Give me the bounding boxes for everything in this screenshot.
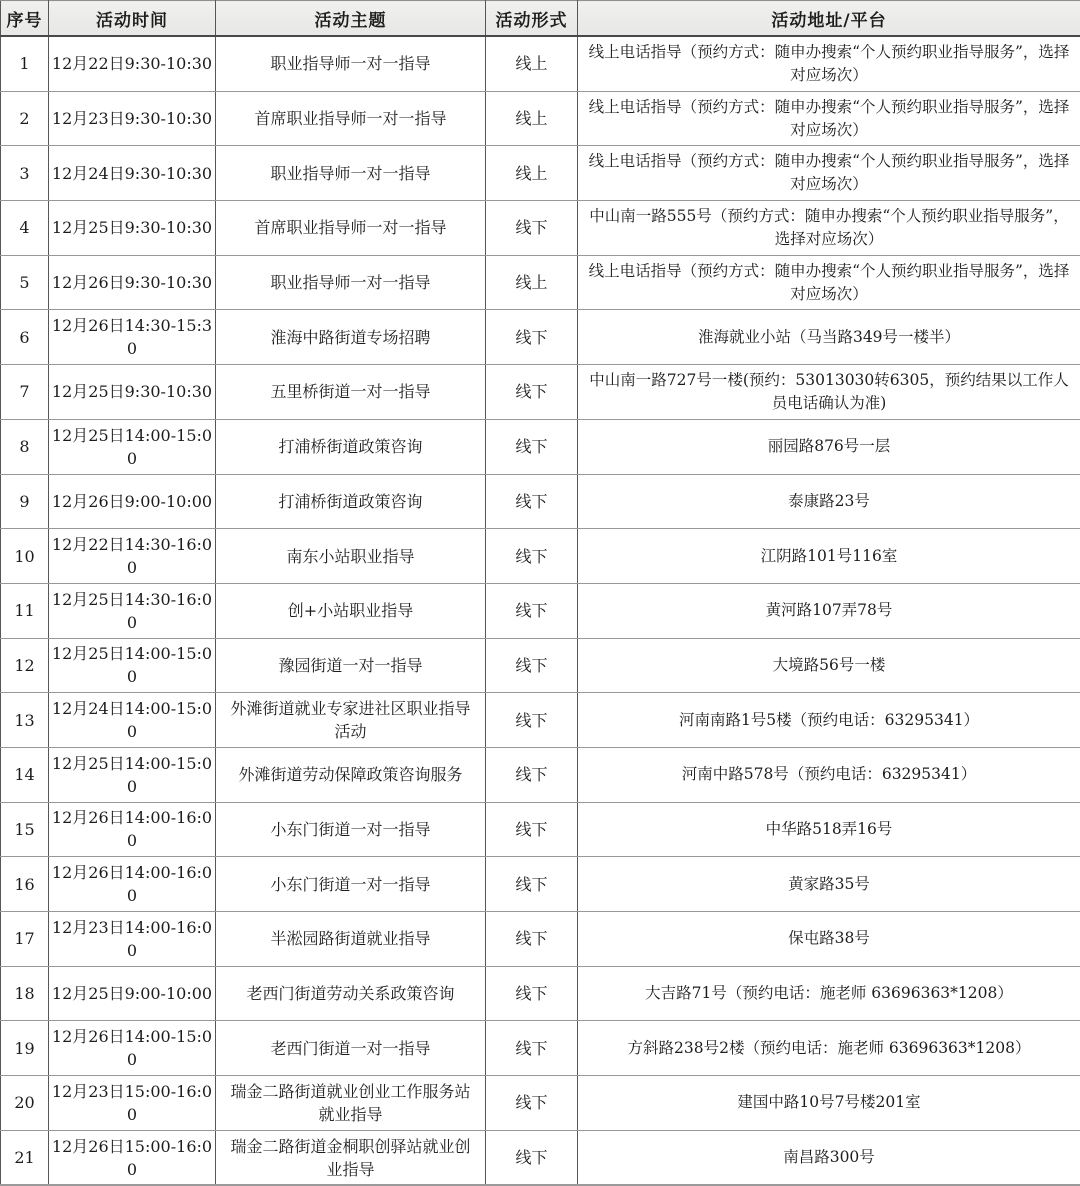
cell-form: 线上: [486, 255, 578, 310]
cell-topic: 瑞金二路街道金桐职创驿站就业创业指导: [216, 1130, 486, 1185]
cell-no: 16: [1, 857, 49, 912]
cell-time: 12月23日9:30-10:30: [49, 91, 216, 146]
cell-address: 中山南一路727号一楼(预约：53013030转6305，预约结果以工作人员电话确认为准): [578, 365, 1080, 420]
cell-no: 21: [1, 1130, 49, 1185]
cell-no: 12: [1, 638, 49, 693]
column-header-no: 序号: [1, 1, 49, 37]
table-row: [1, 419, 1080, 474]
cell-time: 12月23日14:00-16:00: [49, 912, 216, 967]
table-row: [1, 583, 1080, 638]
cell-time: 12月25日14:00-15:00: [49, 419, 216, 474]
cell-time: 12月26日9:00-10:00: [49, 474, 216, 529]
cell-topic: 五里桥街道一对一指导: [216, 365, 486, 420]
cell-time: 12月26日9:30-10:30: [49, 255, 216, 310]
cell-time: 12月24日9:30-10:30: [49, 146, 216, 201]
cell-time: 12月26日14:00-15:00: [49, 1021, 216, 1076]
cell-no: 14: [1, 747, 49, 802]
table-row: [1, 747, 1080, 802]
cell-no: 10: [1, 529, 49, 584]
cell-no: 8: [1, 419, 49, 474]
cell-no: 3: [1, 146, 49, 201]
cell-address: 河南南路1号5楼（预约电话：63295341）: [578, 693, 1080, 748]
cell-topic: 职业指导师一对一指导: [216, 255, 486, 310]
cell-form: 线下: [486, 365, 578, 420]
cell-address: 淮海就业小站（马当路349号一楼半）: [578, 310, 1080, 365]
table-row: [1, 201, 1080, 256]
table-header: [1, 1, 1080, 37]
cell-no: 19: [1, 1021, 49, 1076]
table-row: [1, 802, 1080, 857]
cell-no: 18: [1, 966, 49, 1021]
cell-form: 线下: [486, 857, 578, 912]
cell-time: 12月26日14:00-16:00: [49, 857, 216, 912]
cell-form: 线上: [486, 146, 578, 201]
cell-time: 12月25日9:00-10:00: [49, 966, 216, 1021]
cell-address: 线上电话指导（预约方式：随申办搜索“个人预约职业指导服务”，选择对应场次）: [578, 36, 1080, 91]
cell-no: 15: [1, 802, 49, 857]
table-row: [1, 529, 1080, 584]
cell-topic: 首席职业指导师一对一指导: [216, 201, 486, 256]
cell-topic: 瑞金二路街道就业创业工作服务站就业指导: [216, 1076, 486, 1131]
cell-form: 线下: [486, 912, 578, 967]
cell-form: 线下: [486, 529, 578, 584]
table-row: [1, 255, 1080, 310]
cell-form: 线下: [486, 583, 578, 638]
cell-time: 12月24日14:00-15:00: [49, 693, 216, 748]
column-header-address: 活动地址/平台: [578, 1, 1080, 37]
cell-time: 12月25日9:30-10:30: [49, 201, 216, 256]
table-row: [1, 966, 1080, 1021]
cell-address: 中山南一路555号（预约方式：随申办搜索“个人预约职业指导服务”，选择对应场次）: [578, 201, 1080, 256]
cell-address: 江阴路101号116室: [578, 529, 1080, 584]
cell-form: 线下: [486, 310, 578, 365]
table-row: [1, 36, 1080, 91]
cell-topic: 职业指导师一对一指导: [216, 146, 486, 201]
cell-address: 丽园路876号一层: [578, 419, 1080, 474]
table-row: [1, 1076, 1080, 1131]
cell-topic: 外滩街道劳动保障政策咨询服务: [216, 747, 486, 802]
cell-address: 黄家路35号: [578, 857, 1080, 912]
cell-form: 线下: [486, 1076, 578, 1131]
table-row: [1, 146, 1080, 201]
cell-address: 黄河路107弄78号: [578, 583, 1080, 638]
cell-topic: 首席职业指导师一对一指导: [216, 91, 486, 146]
header-row: [1, 1, 1080, 37]
cell-topic: 创+小站职业指导: [216, 583, 486, 638]
cell-time: 12月22日14:30-16:00: [49, 529, 216, 584]
cell-time: 12月26日15:00-16:00: [49, 1130, 216, 1185]
cell-form: 线下: [486, 1130, 578, 1185]
cell-form: 线下: [486, 638, 578, 693]
cell-topic: 老西门街道劳动关系政策咨询: [216, 966, 486, 1021]
cell-no: 1: [1, 36, 49, 91]
cell-topic: 打浦桥街道政策咨询: [216, 419, 486, 474]
table-row: [1, 1130, 1080, 1185]
column-header-topic: 活动主题: [216, 1, 486, 37]
cell-form: 线上: [486, 91, 578, 146]
table-row: [1, 365, 1080, 420]
cell-time: 12月25日14:00-15:00: [49, 747, 216, 802]
cell-topic: 淮海中路街道专场招聘: [216, 310, 486, 365]
cell-time: 12月26日14:00-16:00: [49, 802, 216, 857]
table-row: [1, 857, 1080, 912]
cell-no: 17: [1, 912, 49, 967]
cell-time: 12月22日9:30-10:30: [49, 36, 216, 91]
table-row: [1, 912, 1080, 967]
cell-address: 大境路56号一楼: [578, 638, 1080, 693]
table-row: [1, 474, 1080, 529]
cell-topic: 职业指导师一对一指导: [216, 36, 486, 91]
cell-no: 13: [1, 693, 49, 748]
cell-no: 7: [1, 365, 49, 420]
cell-address: 泰康路23号: [578, 474, 1080, 529]
cell-form: 线下: [486, 747, 578, 802]
cell-no: 6: [1, 310, 49, 365]
cell-address: 线上电话指导（预约方式：随申办搜索“个人预约职业指导服务”，选择对应场次）: [578, 91, 1080, 146]
cell-address: 南昌路300号: [578, 1130, 1080, 1185]
table-row: [1, 310, 1080, 365]
cell-address: 线上电话指导（预约方式：随申办搜索“个人预约职业指导服务”，选择对应场次）: [578, 255, 1080, 310]
cell-topic: 小东门街道一对一指导: [216, 857, 486, 912]
column-header-time: 活动时间: [49, 1, 216, 37]
cell-form: 线下: [486, 1021, 578, 1076]
cell-time: 12月25日9:30-10:30: [49, 365, 216, 420]
table-row: [1, 91, 1080, 146]
cell-time: 12月25日14:30-16:00: [49, 583, 216, 638]
cell-address: 建国中路10号7号楼201室: [578, 1076, 1080, 1131]
cell-address: 方斜路238号2楼（预约电话：施老师 63696363*1208）: [578, 1021, 1080, 1076]
cell-topic: 半淞园路街道就业指导: [216, 912, 486, 967]
cell-no: 9: [1, 474, 49, 529]
cell-topic: 小东门街道一对一指导: [216, 802, 486, 857]
table-body: [1, 36, 1080, 1185]
cell-time: 12月23日15:00-16:00: [49, 1076, 216, 1131]
cell-form: 线下: [486, 419, 578, 474]
cell-no: 11: [1, 583, 49, 638]
cell-topic: 豫园街道一对一指导: [216, 638, 486, 693]
cell-no: 2: [1, 91, 49, 146]
cell-form: 线下: [486, 693, 578, 748]
cell-form: 线下: [486, 802, 578, 857]
cell-address: 保屯路38号: [578, 912, 1080, 967]
cell-topic: 打浦桥街道政策咨询: [216, 474, 486, 529]
cell-topic: 南东小站职业指导: [216, 529, 486, 584]
cell-time: 12月25日14:00-15:00: [49, 638, 216, 693]
table-row: [1, 638, 1080, 693]
cell-address: 中华路518弄16号: [578, 802, 1080, 857]
cell-address: 大吉路71号（预约电话：施老师 63696363*1208）: [578, 966, 1080, 1021]
cell-form: 线上: [486, 36, 578, 91]
table-row: [1, 1021, 1080, 1076]
cell-no: 20: [1, 1076, 49, 1131]
column-header-form: 活动形式: [486, 1, 578, 37]
cell-topic: 老西门街道一对一指导: [216, 1021, 486, 1076]
cell-form: 线下: [486, 201, 578, 256]
cell-address: 河南中路578号（预约电话：63295341）: [578, 747, 1080, 802]
cell-no: 5: [1, 255, 49, 310]
cell-no: 4: [1, 201, 49, 256]
cell-form: 线下: [486, 966, 578, 1021]
cell-address: 线上电话指导（预约方式：随申办搜索“个人预约职业指导服务”，选择对应场次）: [578, 146, 1080, 201]
cell-topic: 外滩街道就业专家进社区职业指导活动: [216, 693, 486, 748]
cell-time: 12月26日14:30-15:30: [49, 310, 216, 365]
table-row: [1, 693, 1080, 748]
cell-form: 线下: [486, 474, 578, 529]
